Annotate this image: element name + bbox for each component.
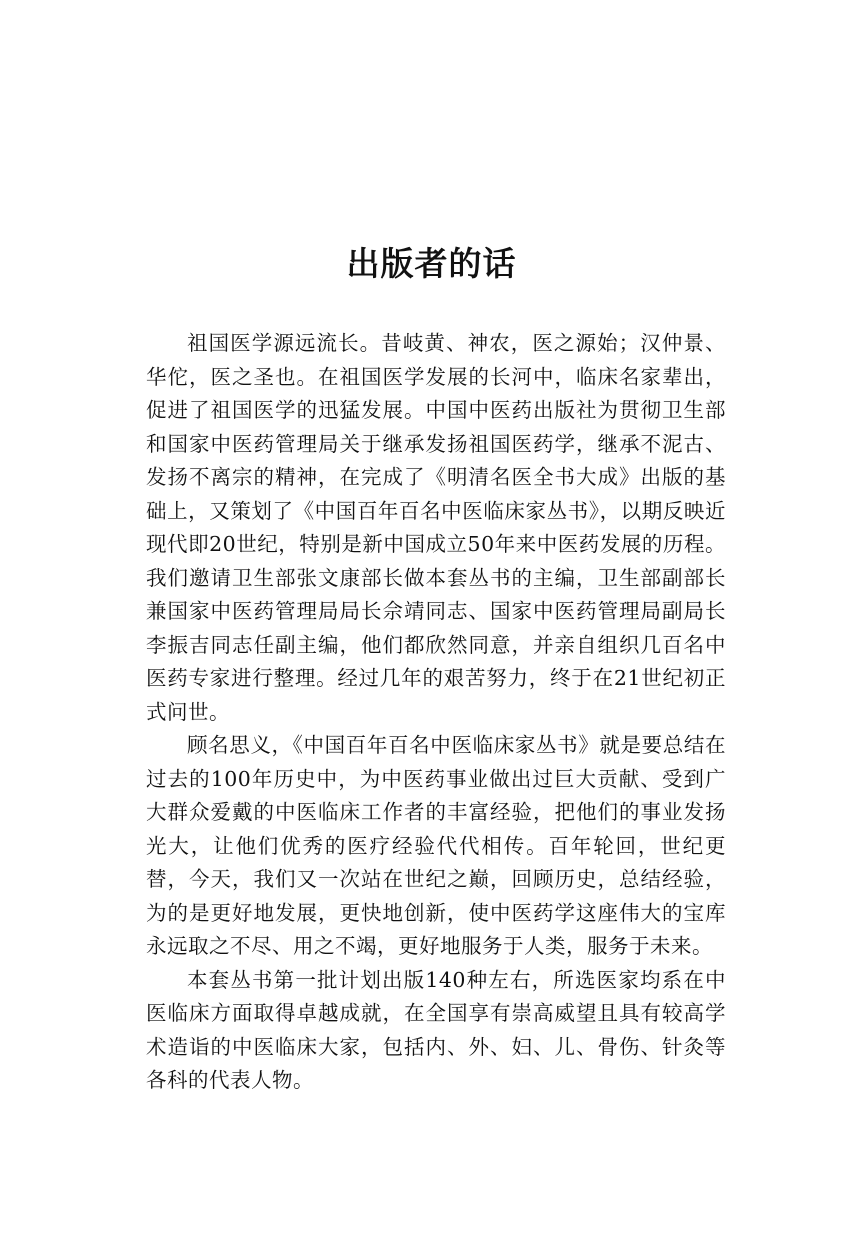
paragraph-1: 祖国医学源远流长。昔岐黄、神农，医之源始；汉仲景、华佗，医之圣也。在祖国医学发展的长河中，临床名家辈出，促进了祖国医学的迅猛发展。中国中医药出版社为贯彻卫生部和国家中医药管理局关于继承发扬祖国医药学，继承不泥古、发扬不离宗的精神，在完成了《明清名医全书大成》出版的基础上，又策划了《中国百年百名中医临床家丛书》，以期反映近现代即20世纪，特别是新中国成立50年来中医药发展的历程。我们邀请卫生部张文康部长做本套丛书的主编，卫生部副部长兼国家中医药管理局局长佘靖同志、国家中医药管理局副局长李振吉同志任副主编，他们都欣然同意，并亲自组织几百名中医药专家进行整理。经过几年的艰苦努力，终于在21世纪初正式问世。 [146,331,726,724]
paragraph-3: 本套丛书第一批计划出版140种左右，所选医家均系在中医临床方面取得卓越成就，在全国享有崇高威望且具有较高学术造诣的中医临床大家，包括内、外、妇、儿、骨伤、针灸等各科的代表人物。 [146,967,726,1092]
paragraph-2: 顾名思义，《中国百年百名中医临床家丛书》就是要总结在过去的100年历史中，为中医药事业做出过巨大贡献、受到广大群众爱戴的中医临床工作者的丰富经验，把他们的事业发扬光大，让他们优秀的医疗经验代代相传。百年轮回，世纪更替，今天，我们又一次站在世纪之巅，回顾历史，总结经验，为的是更好地发展，更快地创新，使中医药学这座伟大的宝库永远取之不尽、用之不竭，更好地服务于人类，服务于未来。 [146,733,726,958]
body-text [146,327,726,1098]
page-title: 出版者的话 [346,244,517,283]
